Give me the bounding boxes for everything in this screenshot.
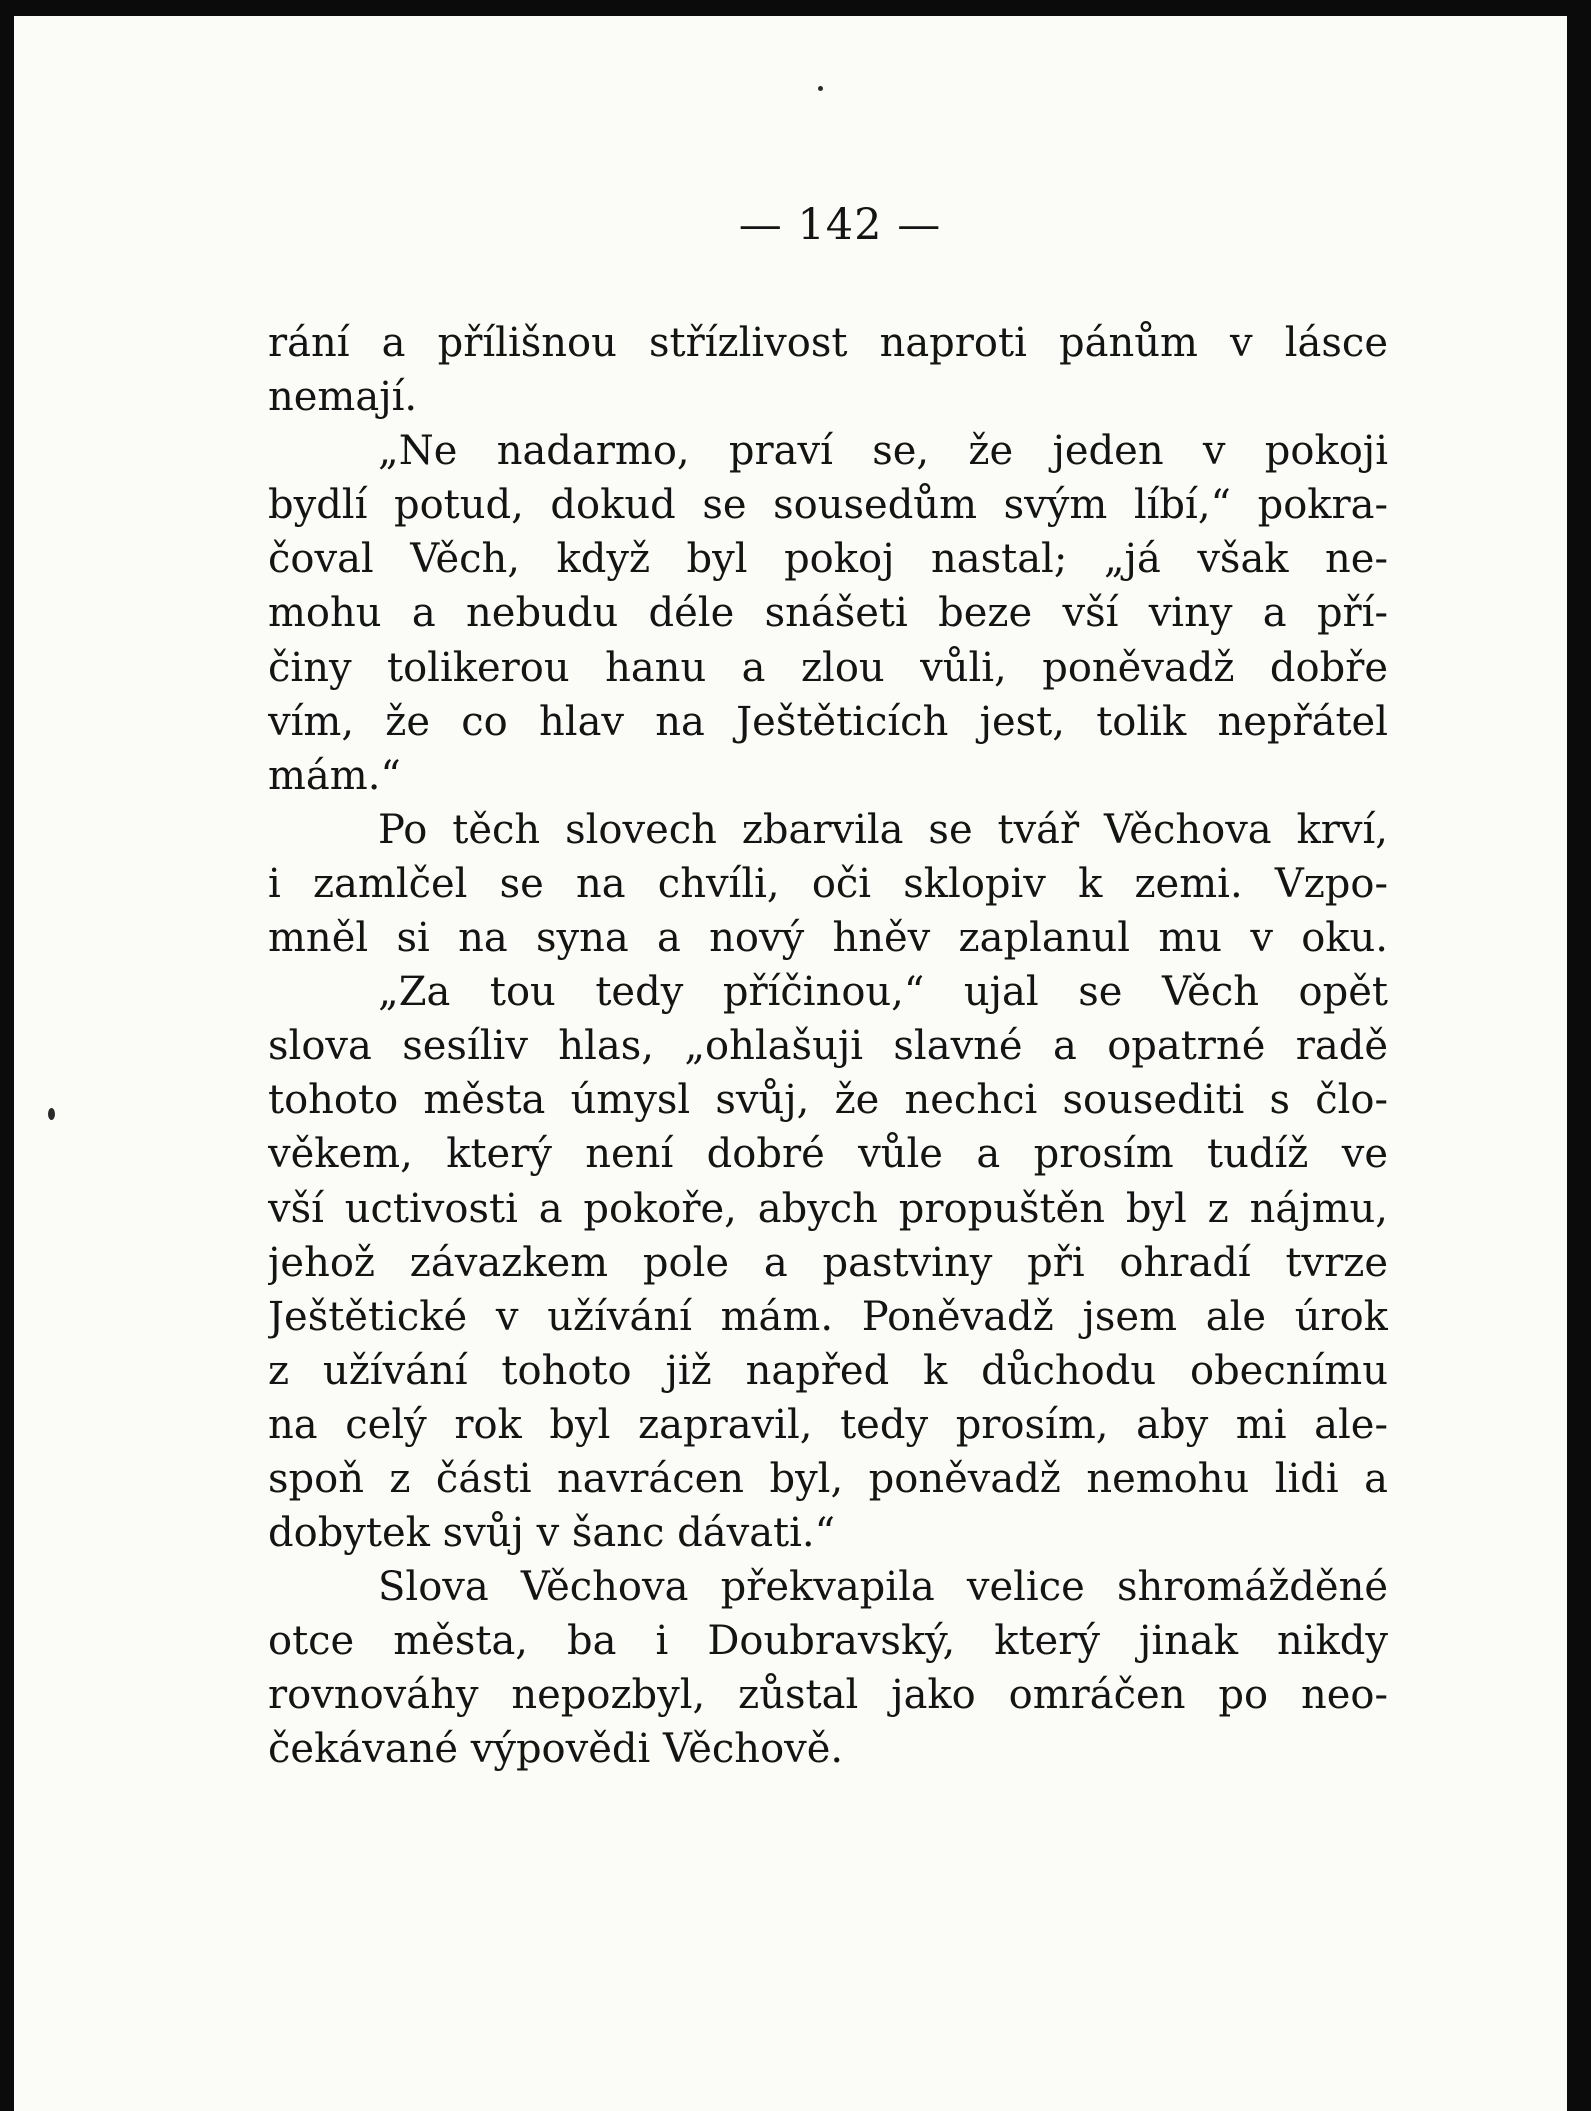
text-line: čoval Věch, když byl pokoj nastal; „já však ne-	[268, 536, 1388, 583]
text-line: slova sesíliv hlas, „ohlašuji slavné a opatrné radě	[268, 1023, 1388, 1070]
text-line: z užívání tohoto již napřed k důchodu obecnímu	[268, 1347, 1388, 1394]
page-number: — 142 —	[738, 200, 942, 250]
text-line: na celý rok byl zapravil, tedy prosím, aby mi ale-	[268, 1401, 1388, 1448]
text-line: rovnováhy nepozbyl, zůstal jako omráčen po neo-	[268, 1672, 1388, 1719]
text-line: otce města, ba i Doubravský, který jinak nikdy	[268, 1618, 1388, 1665]
text-line: rání a přílišnou střízlivost naproti pánům v lásce	[268, 320, 1388, 366]
text-line: čekávané výpovědi Věchově.	[268, 1726, 844, 1773]
text-line: vím, že co hlav na Ještěticích jest, tolik nepřátel	[268, 698, 1388, 745]
text-line: i zamlčel se na chvíli, oči sklopiv k zemi. Vzpo-	[268, 860, 1388, 907]
body-text	[268, 316, 1388, 1777]
ink-speck	[48, 1108, 55, 1120]
text-line: věkem, který není dobré vůle a prosím tudíž ve	[268, 1131, 1388, 1178]
text-line: nemají.	[268, 374, 418, 421]
scan-edge-right	[1567, 0, 1591, 2111]
text-line: mněl si na syna a nový hněv zaplanul mu v oku.	[268, 915, 1388, 962]
text-line: bydlí potud, dokud se sousedům svým líbí,“ pokra-	[268, 482, 1388, 529]
ink-speck	[818, 86, 823, 91]
text-line: „Za tou tedy příčinou,“ ujal se Věch opět	[378, 969, 1388, 1016]
text-line: Po těch slovech zbarvila se tvář Věchova krví,	[378, 806, 1388, 853]
text-line: spoň z části navrácen byl, poněvadž nemohu lidi a	[268, 1455, 1388, 1502]
text-line: jehož závazkem pole a pastviny při ohradí tvrze	[268, 1239, 1388, 1286]
text-line: dobytek svůj v šanc dávati.“	[268, 1510, 836, 1557]
text-line: činy tolikerou hanu a zlou vůli, poněvadž dobře	[268, 644, 1388, 691]
text-line: Ještětické v užívání mám. Poněvadž jsem ale úrok	[268, 1293, 1388, 1340]
text-line: vší uctivosti a pokoře, abych propuštěn byl z nájmu,	[268, 1185, 1388, 1232]
text-line: mám.“	[268, 752, 401, 799]
text-line: mohu a nebudu déle snášeti beze vší viny a pří-	[268, 590, 1388, 637]
text-line: tohoto města úmysl svůj, že nechci sousediti s člo-	[268, 1077, 1388, 1124]
text-line: Slova Věchova překvapila velice shromážděné	[378, 1564, 1388, 1611]
text-line: „Ne nadarmo, praví se, že jeden v pokoji	[378, 428, 1388, 475]
